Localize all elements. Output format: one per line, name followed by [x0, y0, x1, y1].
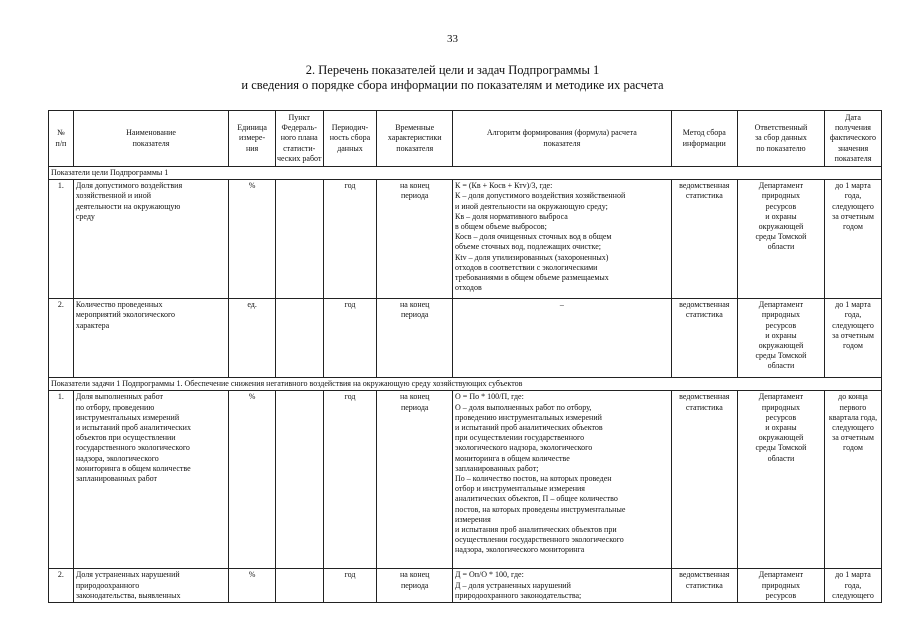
header-num: № п/п	[49, 111, 74, 167]
row-name: Доля устраненных нарушений природоохранного законодательства, выявленных	[73, 569, 228, 603]
row-num: 2.	[49, 299, 74, 378]
section-label: Показатели цели Подпрограммы 1	[49, 167, 882, 180]
indicators-table	[48, 110, 882, 603]
row-algorithm: О = По * 100/П, где: О – доля выполненных работ по отбору, проведению инструментальных измерений и испытаний проб аналитических объектов при осуществлении государственного экологического надзора, экологического мониторинга в общем количестве запланированных работ; По – количество постов, на которых проведен отбор и инструментальные измерения аналитических объектов, П – общее количество постов, на которых проведены инструментальные измерения и испытания проб аналитических объектов при осуществлении государственного экологического надзора, экологического мониторинга	[453, 391, 672, 569]
row-algorithm: К = (Кв + Косв + Ктv)/3, где: К – доля допустимого воздействия хозяйственной и иной деятельности на окружающую среду; Кв – доля нормативного выброса в общем объеме выбросов; Косв – доля очищенных сточных вод в общем объеме сточных вод, подлежащих очистке; Кtv – доля утилизированных (захороненных) отходов в соответствии с экологическими требованиями в общем объеме размещаемых отходов	[453, 180, 672, 299]
row-name: Количество проведенных мероприятий экологического характера	[73, 299, 228, 378]
section-row	[49, 167, 882, 180]
row-name: Доля выполненных работ по отбору, проведению инструментальных измерений и испытаний проб аналитических объектов при осуществлении государственного экологического надзора, экологического мониторинга в общем количестве запланированных работ	[73, 391, 228, 569]
row-periodicity: год	[323, 569, 377, 603]
row-method: ведомственная статистика	[671, 569, 737, 603]
section-label: Показатели задачи 1 Подпрограммы 1. Обеспечение снижения негативного воздействия на окружающую среду хозяйствующих субъектов	[49, 378, 882, 391]
row-periodicity: год	[323, 180, 377, 299]
header-date: Дата получения фактического значения показателя	[824, 111, 881, 167]
table-header-row	[49, 111, 882, 167]
row-responsible: Департамент природных ресурсов и охраны окружающей среды Томской области	[737, 180, 824, 299]
row-num: 1.	[49, 391, 74, 569]
row-method: ведомственная статистика	[671, 391, 737, 569]
header-unit: Единица измере- ния	[229, 111, 276, 167]
row-plan-point	[275, 569, 323, 603]
header-method: Метод сбора информации	[671, 111, 737, 167]
table-row	[49, 180, 882, 299]
row-plan-point	[275, 299, 323, 378]
table-row	[49, 391, 882, 569]
row-unit: %	[229, 180, 276, 299]
table-row	[49, 299, 882, 378]
row-plan-point	[275, 391, 323, 569]
row-method: ведомственная статистика	[671, 299, 737, 378]
row-unit: ед.	[229, 299, 276, 378]
row-responsible: Департамент природных ресурсов и охраны окружающей среды Томской области	[737, 299, 824, 378]
header-time: Временные характеристики показателя	[377, 111, 453, 167]
row-time: на конец периода	[377, 569, 453, 603]
title-line-2: и сведения о порядке сбора информации по показателям и методике их расчета	[241, 78, 664, 92]
header-name: Наименование показателя	[73, 111, 228, 167]
row-date: до 1 марта года, следующего за отчетным годом	[824, 180, 881, 299]
document-title	[0, 63, 905, 93]
row-algorithm: Д = Оп/О * 100, где: Д – доля устраненных нарушений природоохранного законодательства;	[453, 569, 672, 603]
row-time: на конец периода	[377, 299, 453, 378]
row-algorithm: –	[453, 299, 672, 378]
header-responsible: Ответственный за сбор данных по показателю	[737, 111, 824, 167]
row-time: на конец периода	[377, 391, 453, 569]
row-num: 1.	[49, 180, 74, 299]
row-responsible: Департамент природных ресурсов	[737, 569, 824, 603]
row-responsible: Департамент природных ресурсов и охраны окружающей среды Томской области	[737, 391, 824, 569]
row-periodicity: год	[323, 299, 377, 378]
header-plan-point: Пункт Федераль- ного плана статисти- ческих работ	[275, 111, 323, 167]
section-row	[49, 378, 882, 391]
header-periodicity: Периодич- ность сбора данных	[323, 111, 377, 167]
row-date: до 1 марта года, следующего	[824, 569, 881, 603]
row-num: 2.	[49, 569, 74, 603]
row-time: на конец периода	[377, 180, 453, 299]
row-periodicity: год	[323, 391, 377, 569]
row-name: Доля допустимого воздействия хозяйственной и иной деятельности на окружающую среду	[73, 180, 228, 299]
row-date: до 1 марта года, следующего за отчетным годом	[824, 299, 881, 378]
row-unit: %	[229, 391, 276, 569]
row-unit: %	[229, 569, 276, 603]
row-method: ведомственная статистика	[671, 180, 737, 299]
title-line-1: 2. Перечень показателей цели и задач Подпрограммы 1	[305, 63, 600, 77]
table-row	[49, 569, 882, 603]
row-date: до конца первого квартала года, следующего за отчетным годом	[824, 391, 881, 569]
page-number: 33	[447, 33, 458, 45]
row-plan-point	[275, 180, 323, 299]
header-algorithm: Алгоритм формирования (формула) расчета показателя	[453, 111, 672, 167]
